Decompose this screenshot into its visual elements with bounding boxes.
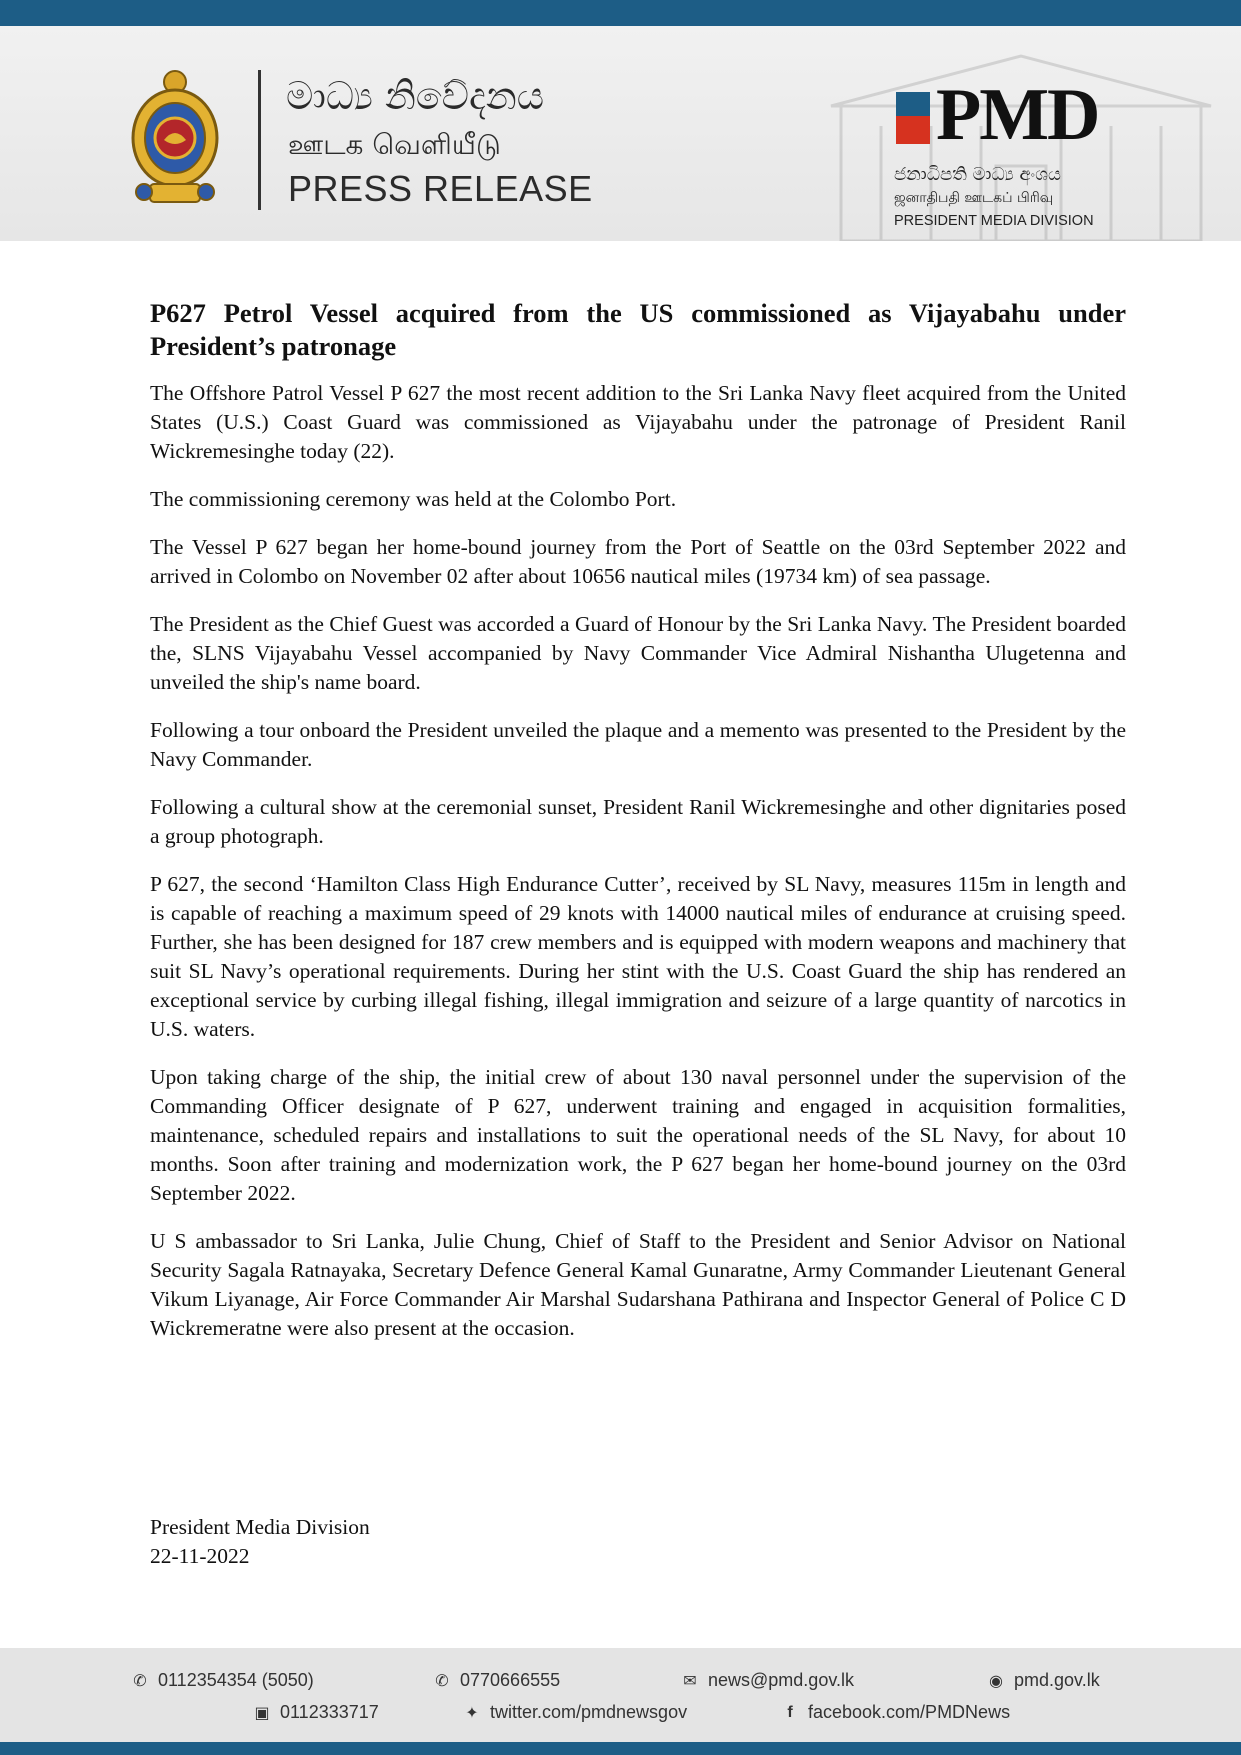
signature-name: President Media Division	[150, 1515, 370, 1539]
globe-icon: ◉	[989, 1671, 1003, 1690]
press-release-header	[0, 26, 1241, 241]
org-name-tamil: ஜனாதிபதி ஊடகப் பிரிவு	[894, 190, 1054, 206]
bottom-color-bar	[0, 1742, 1241, 1755]
release-date: 22-11-2022	[150, 1544, 250, 1568]
email-address[interactable]: news@pmd.gov.lk	[708, 1670, 854, 1690]
footer-twitter	[462, 1702, 687, 1723]
footer-facebook	[780, 1702, 1010, 1723]
email-icon: ✉	[683, 1671, 697, 1690]
facebook-icon: f	[787, 1703, 793, 1721]
phone-number: 0112354354 (5050)	[158, 1670, 314, 1690]
footer-mobile	[432, 1670, 560, 1691]
contact-footer	[0, 1648, 1241, 1742]
pmd-logo: PMD	[936, 74, 1099, 156]
top-color-bar	[0, 0, 1241, 26]
article-headline: P627 Petrol Vessel acquired from the US commissioned as Vijayabahu under President’s patronage	[150, 298, 1126, 361]
article-paragraph: The President as the Chief Guest was accorded a Guard of Honour by the Sri Lanka Navy. The President boarded the, SLNS Vijayabahu Vessel accompanied by Navy Commander Vice Admiral Nishantha Ulugetenna and unveiled the ship's name board.	[150, 612, 1126, 694]
article-paragraph: Upon taking charge of the ship, the initial crew of about 130 naval personnel under the supervision of the Commanding Officer designate of P 627, underwent training and engaged in acquisition formalities, maintenance, scheduled repairs and installations to suit the operational needs of the SL Navy, for about 10 months. Soon after training and modernization work, the P 627 began her home-bound journey on the 03rd September 2022.	[150, 1065, 1126, 1205]
footer-phone	[130, 1670, 314, 1691]
fax-icon: ▣	[254, 1703, 270, 1722]
article-paragraph: U S ambassador to Sri Lanka, Julie Chung, Chief of Staff to the President and Senior Advisor on National Security Sagala Ratnayaka, Secretary Defence General Kamal Gunaratne, Army Commander Lieutenant General Vikum Liyanage, Air Force Commander Air Marshal Sudarshana Pathirana and Inspector General of Police C D Wickremeratne were also present at the occasion.	[150, 1229, 1126, 1340]
article-body	[150, 297, 1126, 1362]
footer-website	[986, 1670, 1100, 1691]
twitter-icon: ✦	[465, 1703, 479, 1722]
title-english: PRESS RELEASE	[288, 168, 593, 209]
title-sinhala: මාධ්‍ය නිවේදනය	[286, 74, 545, 118]
signature-block	[150, 1513, 370, 1571]
header-divider	[258, 70, 261, 210]
national-emblem-icon	[128, 68, 222, 208]
article-paragraph: The commissioning ceremony was held at the Colombo Port.	[150, 487, 677, 511]
article-paragraph: The Vessel P 627 began her home-bound journey from the Port of Seattle on the 03rd September 2022 and arrived in Colombo on November 02 after about 10656 nautical miles (19734 km) of sea passage.	[150, 535, 1126, 588]
org-name-english: PRESIDENT MEDIA DIVISION	[894, 213, 1094, 229]
fax-number: 0112333717	[280, 1702, 379, 1722]
footer-email	[680, 1670, 854, 1691]
footer-fax	[252, 1702, 379, 1723]
mobile-number: 0770666555	[460, 1670, 561, 1690]
phone-icon: ✆	[435, 1671, 449, 1690]
phone-icon: ✆	[133, 1671, 147, 1690]
org-name-sinhala: ජනාධිපති මාධ්‍ය අංශය	[894, 164, 1061, 185]
article-paragraph: Following a tour onboard the President unveiled the plaque and a memento was presented to the President by the Navy Commander.	[150, 718, 1126, 771]
article-paragraph: Following a cultural show at the ceremonial sunset, President Ranil Wickremesinghe and other dignitaries posed a group photograph.	[150, 795, 1126, 848]
title-tamil: ஊடக வெளியீடு	[288, 128, 501, 161]
facebook-link[interactable]: facebook.com/PMDNews	[808, 1702, 1011, 1722]
article-paragraph: The Offshore Patrol Vessel P 627 the most recent addition to the Sri Lanka Navy fleet acquired from the United States (U.S.) Coast Guard was commissioned as Vijayabahu under the patronage of President Ranil Wickremesinghe today (22).	[150, 381, 1126, 463]
pmd-logo-mark	[896, 92, 930, 144]
article-paragraph: P 627, the second ‘Hamilton Class High Endurance Cutter’, received by SL Navy, measures 115m in length and is capable of reaching a maximum speed of 29 knots with 14000 nautical miles of endurance at cruising speed. Further, she has been designed for 187 crew members and is equipped with modern weapons and machinery that suit SL Navy’s operational requirements. During her stint with the U.S. Coast Guard the ship has rendered an exceptional service by curbing illegal fishing, illegal immigration and seizure of a large quantity of narcotics in U.S. waters.	[150, 872, 1126, 1041]
twitter-link[interactable]: twitter.com/pmdnewsgov	[490, 1702, 688, 1722]
website-link[interactable]: pmd.gov.lk	[1014, 1670, 1100, 1690]
